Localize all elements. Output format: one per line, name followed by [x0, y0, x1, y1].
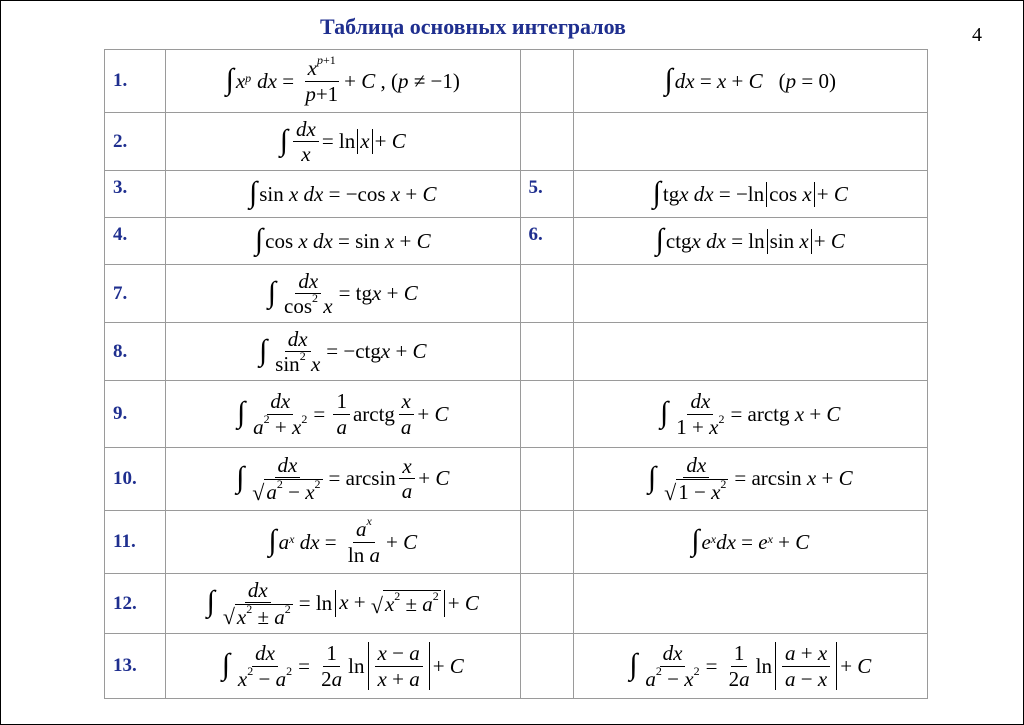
formula-left: [166, 218, 521, 265]
formula-right: [573, 448, 928, 511]
row-number-right: [520, 50, 573, 113]
formula-left: [166, 511, 521, 574]
formula-right: [573, 50, 928, 113]
table-row: [105, 113, 928, 171]
page-title: Таблица основных интегралов: [320, 14, 626, 39]
table-row: [105, 323, 928, 381]
row-number-right: 5.: [520, 171, 573, 218]
formula-log-x2-minus-a2: ∫ $\frac{dx}{x^2 - a^2}$ = $\frac{1}{2a}$ ln $\frac{x - a}{x + a}$ + C: [221, 641, 464, 691]
row-number-right: [520, 511, 573, 574]
table-row: [105, 50, 928, 113]
row-number-right: [520, 448, 573, 511]
formula-ctg: ∫ ctg x dx = ln sin x + C: [655, 223, 845, 256]
formula-right: [573, 511, 928, 574]
formula-arcsin-a: ∫ dx √ $a^2 - x^2$ = arcsin $\frac{x}{a}$ + C: [236, 453, 450, 505]
row-number: 3.: [105, 171, 166, 218]
formula-tg: ∫ tg x dx = −ln cos x + C: [652, 176, 848, 209]
formula-dx-over-cos2: ∫ $\frac{dx}{\cos^2 x}$ = tg x + C: [267, 268, 418, 318]
formula-right: [573, 574, 928, 634]
formula-right: [573, 634, 928, 699]
table-row: [105, 265, 928, 323]
table-row: [105, 634, 928, 699]
table-row: [105, 511, 928, 574]
formula-left: [166, 381, 521, 448]
formula-left: [166, 265, 521, 323]
table-row: [105, 218, 928, 265]
row-number: 2.: [105, 113, 166, 171]
formula-left: [166, 171, 521, 218]
table-row: [105, 381, 928, 448]
formula-right: [573, 323, 928, 381]
formula-long-log: ∫ dx √ $x^2 \pm a^2$ = ln x + √ $x^2 \pm a^2$ + C: [206, 577, 479, 630]
row-number: 7.: [105, 265, 166, 323]
formula-dx-over-sin2: ∫ $\frac{dx}{\sin^2 x}$ = −ctg x + C: [258, 326, 427, 376]
row-number: 12.: [105, 574, 166, 634]
formula-arcsin: ∫ dx √ $1 - x^2$ = arcsin x + C: [647, 453, 853, 505]
formula-left: [166, 113, 521, 171]
formula-left: [166, 50, 521, 113]
formula-dx-over-x: ∫ $\frac{dx}{x}$ = ln x + C: [279, 116, 406, 166]
row-number: 4.: [105, 218, 166, 265]
formula-right: [573, 265, 928, 323]
formula-exp-e: ∫ e $^x$ dx = e $^x$ + C: [691, 524, 810, 557]
formula-sin: ∫ sin x dx = −cos x + C: [248, 176, 437, 209]
formula-cos: ∫ cos x dx = sin x + C: [254, 223, 431, 256]
table-row: [105, 448, 928, 511]
formula-right: [573, 113, 928, 171]
row-number: 8.: [105, 323, 166, 381]
formula-arctg: ∫ $\frac{dx}{1 + x^2}$ = arctg x + C: [660, 389, 841, 439]
formula-power-rule: ∫ x $^p$ dx = $\frac{x^{p+1}}{p+1}$ + C , ( p ≠ −1): [225, 53, 460, 106]
formula-left: [166, 574, 521, 634]
page-number: 4: [972, 24, 982, 46]
row-number-right: [520, 113, 573, 171]
formula-dx: ∫ dx = x + C ( p = 0): [664, 63, 836, 96]
formula-right: [573, 171, 928, 218]
row-number-right: [520, 634, 573, 699]
row-number: 11.: [105, 511, 166, 574]
formula-left: [166, 448, 521, 511]
row-number-right: [520, 574, 573, 634]
formula-left: [166, 634, 521, 699]
formula-left: [166, 323, 521, 381]
row-number: 9.: [105, 381, 166, 448]
formula-exp-a: ∫ a $^x$ dx = $\frac{a^x}{\text{ln a}}$ + C: [268, 514, 418, 567]
formula-right: [573, 218, 928, 265]
row-number: 1.: [105, 50, 166, 113]
row-number-right: 6.: [520, 218, 573, 265]
row-number-right: [520, 323, 573, 381]
table-row: [105, 574, 928, 634]
formula-arctg-a: ∫ $\frac{dx}{a^2 + x^2}$ = $\frac{1}{a}$ arctg $\frac{x}{a}$ + C: [236, 389, 449, 439]
table-row: [105, 171, 928, 218]
row-number: 13.: [105, 634, 166, 699]
row-number: 10.: [105, 448, 166, 511]
formula-right: [573, 381, 928, 448]
row-number-right: [520, 381, 573, 448]
row-number-right: [520, 265, 573, 323]
integrals-table: [104, 49, 928, 699]
formula-log-a2-minus-x2: ∫ $\frac{dx}{a^2 - x^2}$ = $\frac{1}{2a}$ ln $\frac{a + x}{a - x}$ + C: [629, 641, 872, 691]
